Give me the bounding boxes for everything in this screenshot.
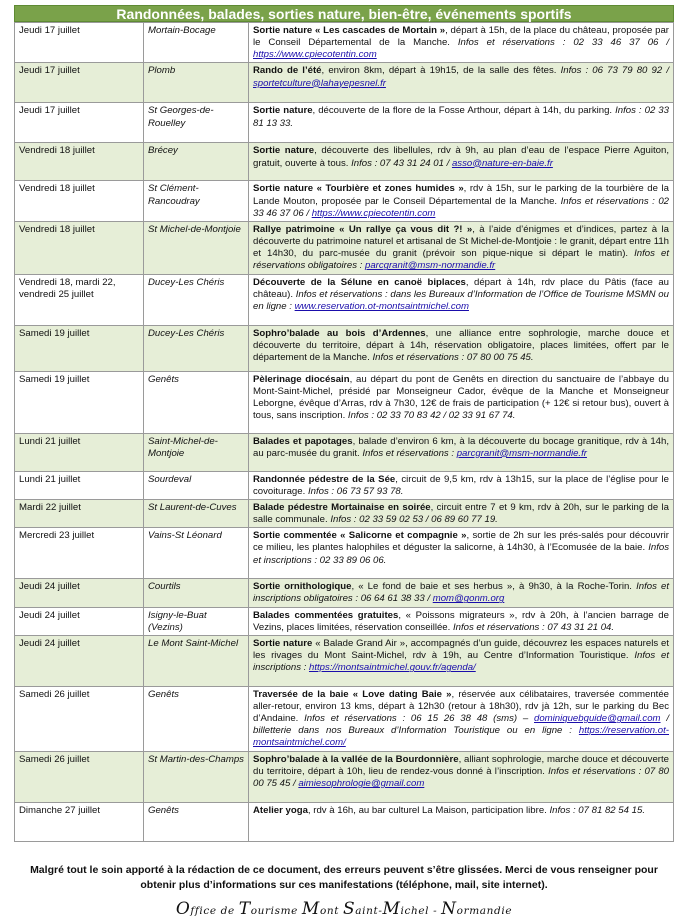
event-details: , rdv à 15h, sur le parking de la tourbière de la Lande Mouton, proposée par le Conseil Départemental de la Manche. (253, 183, 669, 207)
event-details: , circuit de 9,5 km, rdv à 13h15, sur la place de l’église pour le covoiturage. (253, 473, 670, 497)
event-location: St Michel-de-Montjoie (144, 221, 249, 274)
event-row (15, 433, 674, 471)
event-row (15, 221, 674, 274)
event-details: , à l’aide d’énigmes et d’indices, partez à la découverte du patrimoine naturel et artisanal de St Michel-de-Montjoie : le granit, départ entre 11h et 14h30, du parc-musée du granit (prévoir son pique-nique si départ le matin). (253, 223, 669, 260)
event-row (15, 325, 674, 371)
event-location: St Clément-Rancoudray (144, 181, 249, 221)
event-link[interactable]: parcgranit@msm-normandie.fr (456, 447, 587, 459)
section-banner: Randonnées, balades, sorties nature, bien-être, événements sportifs (14, 5, 674, 22)
event-details: , départ à 15h, de la place du château, proposée par le Conseil Départemental de la Manche. (253, 25, 670, 49)
event-contact: Infos : 02 33 81 13 33. (253, 105, 669, 129)
event-details: , « Le fond de baie et ses herbus », à 9h30, à la Roche-Torin. (351, 581, 637, 593)
event-title: Balades commentées gratuites (253, 609, 399, 621)
event-link[interactable]: asso@nature-en-baie.fr (451, 157, 553, 169)
event-description (249, 371, 674, 433)
event-description (249, 181, 674, 221)
event-row (15, 143, 674, 181)
event-contact: Infos : 07 81 82 54 15. (549, 804, 645, 816)
event-contact: Infos et réservations : 07 80 00 75 45. (372, 351, 534, 363)
event-location: St Georges-de-Rouelley (144, 103, 249, 143)
event-title: Découverte de la Sélune en canoë biplaces (253, 276, 466, 288)
event-details: , balade d’environ 6 km, à la découverte du bocage granitique, rdv à 14h, au parc-musée du granit. (253, 435, 670, 459)
event-contact: Infos et inscriptions obligatoires : 06 64 61 38 33 / (253, 581, 670, 605)
events-table (14, 22, 674, 842)
event-link[interactable]: dominiquebguide@gmail.com (534, 713, 661, 725)
event-title: Sortie nature (253, 145, 315, 157)
event-title: Randonnée pédestre de la Sée (253, 473, 396, 485)
event-date: Samedi 26 juillet (15, 751, 144, 802)
disclaimer: Malgré tout le soin apporté à la rédaction de ce document, des erreurs peuvent s’être glissées. Merci de vous renseigner pour obtenir plus d’informations sur ces manifestations (téléphone, mail, site internet). (30, 864, 658, 891)
event-date: Samedi 19 juillet (15, 371, 144, 433)
event-details: , départ à 14h, rdv place du Pâtis (face au château). (253, 276, 669, 300)
event-location: Genêts (144, 371, 249, 433)
event-row (15, 686, 674, 751)
event-details: , réservée aux célibataires, traversée commentée aller-retour, environ 13 kms, départ à 12h30 (retour à 18h30), rdv jà 12h, sur le parking du Bec d’Andaine. (253, 688, 670, 725)
event-description (249, 274, 674, 325)
event-details: , découverte des libellules, rdv à 9h, au plan d’eau de l’espace Pierre Aguiton, gratuit, ouverte à tous. (253, 145, 669, 169)
event-row (15, 751, 674, 802)
event-row (15, 103, 674, 143)
event-location: Sourdeval (144, 471, 249, 499)
event-link[interactable]: parcgranit@msm-normandie.fr (364, 260, 496, 272)
event-link[interactable]: sportetculture@lahayepesnel.fr (253, 77, 386, 89)
event-title: Atelier yoga (253, 804, 308, 816)
event-contact: Infos et inscriptions : 02 33 89 06 06. (253, 542, 669, 566)
event-date: Samedi 26 juillet (15, 686, 144, 751)
event-location: Mortain-Bocage (144, 23, 249, 63)
tourism-office-brand (0, 899, 688, 919)
event-date: Jeudi 24 juillet (15, 579, 144, 607)
event-location: Genêts (144, 802, 249, 841)
event-location: Vains-St Léonard (144, 528, 249, 579)
event-title: Sortie nature (253, 105, 313, 117)
event-details: , une alliance entre sophrologie, marche douce et découverte du territoire, départ à 14h, réservation obligatoire, places limitées, offert par le département de la Manche. (253, 327, 669, 363)
event-row (15, 63, 674, 103)
event-row (15, 607, 674, 635)
event-description (249, 499, 674, 527)
event-contact: Infos et réservations : 02 33 46 37 06 / (457, 37, 669, 49)
event-row (15, 579, 674, 607)
event-title: Traversée de la baie « Love dating Baie » (253, 688, 452, 700)
event-contact: Infos et réservations obligatoires : (253, 248, 669, 272)
event-row (15, 371, 674, 433)
event-details: , environ 8km, départ à 19h15, de la salle des fêtes. (321, 65, 561, 77)
event-details: , découverte de la flore de la Fosse Arthour, départ à 14h, du parking. (312, 105, 616, 117)
event-description (249, 635, 674, 686)
event-date: Mardi 22 juillet (15, 499, 144, 527)
event-location: St Martin-des-Champs (144, 751, 249, 802)
event-title: Sortie commentée « Salicorne et compagnie » (253, 530, 467, 542)
event-contact: / billetterie dans nos Bureaux d’Information Touristique ou en ligne : (253, 713, 669, 737)
event-description (249, 802, 674, 841)
event-title: Sophro’balade à la vallée de la Bourdonnière (253, 753, 459, 765)
event-date: Vendredi 18, mardi 22, vendredi 25 juillet (15, 274, 144, 325)
event-link[interactable]: aimiesophrologie@gmail.com (298, 777, 425, 789)
event-contact: Infos et réservations : 06 15 26 38 48 (sms) – (304, 713, 534, 725)
event-link[interactable]: mom@gonm.org (432, 593, 505, 605)
event-location: Saint-Michel-de-Montjoie (144, 433, 249, 471)
event-location: Isigny-le-Buat (Vezins) (144, 607, 249, 635)
event-location: St Laurent-de-Cuves (144, 499, 249, 527)
event-row (15, 274, 674, 325)
events-table-body (15, 23, 674, 842)
event-date: Jeudi 17 juillet (15, 23, 144, 63)
event-description (249, 528, 674, 579)
event-details: , alliant sophrologie, marche douce et découverte du territoire, départ à 10h, lieu de rendez-vous donné à l’inscription. (253, 753, 669, 777)
event-contact: Infos et réservations : 02 33 46 37 06 / (253, 195, 669, 219)
event-contact: Infos : 06 73 57 93 78. (307, 485, 404, 497)
event-date: Vendredi 18 juillet (15, 181, 144, 221)
event-date: Dimanche 27 juillet (15, 802, 144, 841)
event-location: Genêts (144, 686, 249, 751)
event-contact: Infos et réservations : (362, 447, 457, 459)
event-date: Jeudi 24 juillet (15, 607, 144, 635)
event-contact: Infos : 07 43 31 24 01 / (351, 157, 452, 169)
event-description (249, 751, 674, 802)
event-date: Jeudi 17 juillet (15, 63, 144, 103)
event-title: Sortie nature (253, 637, 313, 649)
event-link[interactable]: https://montsaintmichel.gouv.fr/agenda/ (308, 662, 476, 674)
event-link[interactable]: https://www.cpiecotentin.com (311, 207, 436, 219)
events-document (14, 5, 674, 842)
event-description (249, 23, 674, 63)
event-row (15, 23, 674, 63)
event-row (15, 181, 674, 221)
event-contact: Infos et réservations : 07 43 31 21 04. (452, 621, 615, 633)
event-location: Ducey-Les Chéris (144, 274, 249, 325)
event-row (15, 802, 674, 841)
event-location: Ducey-Les Chéris (144, 325, 249, 371)
event-description (249, 63, 674, 103)
event-title: Pèlerinage diocésain (253, 373, 350, 385)
event-date: Vendredi 18 juillet (15, 221, 144, 274)
event-details: , « Poissons migrateurs », rdv à 20h, à l’ancien barrage de Vezins, places limitées, réservation conseillée. (253, 609, 669, 633)
event-description (249, 686, 674, 751)
event-title: Rallye patrimoine « Un rallye ça vous dit ?! » (253, 223, 473, 235)
event-description (249, 471, 674, 499)
event-contact: Infos et réservations : dans les Bureaux d’Information de l’Office de Tourisme MSMN ou en ligne : (253, 288, 669, 312)
event-details: , rdv à 16h, au bar culturel La Maison, participation libre. (307, 804, 550, 816)
event-date: Jeudi 17 juillet (15, 103, 144, 143)
event-details: , circuit entre 7 et 9 km, rdv à 20h, sur le parking de la salle communale. (253, 501, 670, 526)
event-details: , au départ du pont de Genêts en direction du sanctuaire de l’abbaye du Mont-Saint-Michel, présidé par Monseigneur Cador, évêque de la Manche et Monseigneur Leborgne, évêque d’Arras, rdv à 7h30, 12€ de frais de participation (+ 12€ si retour bus), ouvert à tous, sans inscription. (253, 373, 669, 422)
event-title: Balade pédestre Mortainaise en soirée (253, 501, 431, 513)
event-description (249, 607, 674, 635)
event-title: Sortie nature « Les cascades de Mortain » (253, 25, 446, 36)
event-title: Rando de l’été (253, 65, 322, 77)
event-location: Plomb (144, 63, 249, 103)
event-description (249, 325, 674, 371)
event-date: Jeudi 24 juillet (15, 635, 144, 686)
event-description (249, 143, 674, 181)
event-title: Balades et papotages (253, 435, 353, 447)
event-row (15, 635, 674, 686)
event-details: « Balade Grand Air », accompagnés d’un guide, découvrez les espaces naturels et les rivages du Mont Saint-Michel, rdv à 19h, au Centre d’Information Touristique. (253, 637, 669, 661)
event-date: Mercredi 23 juillet (15, 528, 144, 579)
event-date: Samedi 19 juillet (15, 325, 144, 371)
event-description (249, 579, 674, 607)
event-title: Sortie ornithologique (253, 581, 352, 593)
event-contact: Infos : 02 33 59 02 53 / 06 89 60 77 19. (330, 514, 498, 526)
event-contact: Infos et réservations : 07 80 00 75 45 / (253, 765, 670, 789)
event-date: Lundi 21 juillet (15, 471, 144, 499)
event-description (249, 103, 674, 143)
event-contact: Infos et inscriptions : (253, 649, 669, 674)
event-link[interactable]: https://reservation.ot-montsaintmichel.com/ (253, 725, 669, 749)
event-details: , sortie de 2h sur les prés-salés pour découvrir ce milieu, les plantes halophiles et déguster la salicorne, à 14h30, à l’Ecomusée de la baie. (253, 530, 669, 554)
event-link[interactable]: www.reservation.ot-montsaintmichel.com (294, 300, 469, 312)
event-row (15, 499, 674, 527)
event-location: Brécey (144, 143, 249, 181)
event-row (15, 471, 674, 499)
event-link[interactable]: https://www.cpiecotentin.com (253, 49, 377, 61)
event-date: Lundi 21 juillet (15, 433, 144, 471)
event-title: Sortie nature « Tourbière et zones humides » (253, 183, 464, 195)
brand-text: Office de Tourisme Mont Saint-Michel - Normandie (175, 899, 513, 919)
event-contact: Infos : 02 33 70 83 42 / 02 33 91 67 74. (347, 410, 516, 422)
event-location: Courtils (144, 579, 249, 607)
event-description (249, 221, 674, 274)
event-date: Vendredi 18 juillet (15, 143, 144, 181)
event-description (249, 433, 674, 471)
event-row (15, 528, 674, 579)
event-title: Sophro’balade au bois d’Ardennes (253, 327, 426, 339)
event-contact: Infos : 06 73 79 80 92 / (560, 65, 669, 77)
event-location: Le Mont Saint-Michel (144, 635, 249, 686)
